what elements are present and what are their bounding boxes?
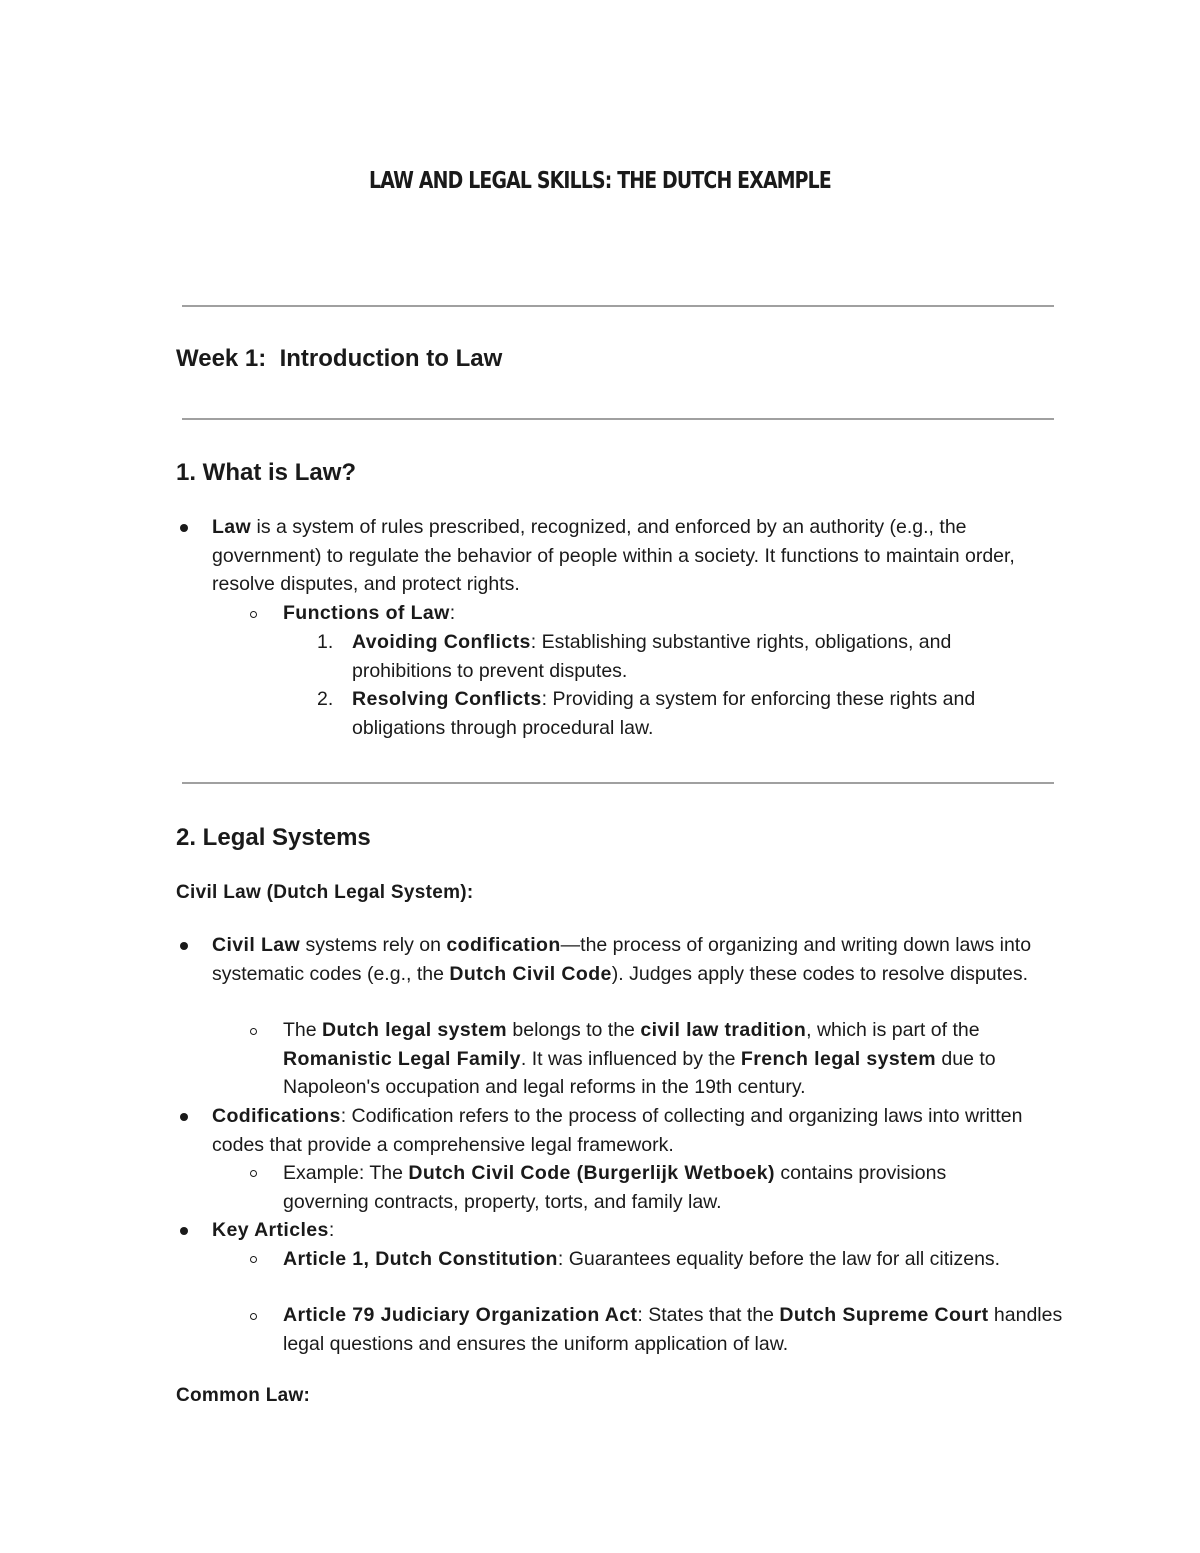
list-item: Avoiding Conflicts: Establishing substantive rights, obligations, and prohibitions to prevent disputes. xyxy=(352,631,952,682)
bullet-dot xyxy=(180,1113,188,1121)
divider xyxy=(182,418,1054,420)
law-definition: Law is a system of rules prescribed, recognized, and enforced by an authority (e.g., the government) to regulate the behavior of people within a society. It functions to maintain order, resolve disputes, and protect rights. xyxy=(212,516,1015,595)
civil-code-example: Example: The Dutch Civil Code (Burgerlijk Wetboek) contains provisions governing contracts, property, torts, and family law. xyxy=(283,1162,947,1213)
functions-of-law: Functions of Law: xyxy=(283,602,456,624)
circle-bullet xyxy=(250,1256,257,1263)
bullet-dot xyxy=(180,1227,188,1235)
civil-law-paragraph: Civil Law systems rely on codification—the process of organizing and writing down laws into systematic codes (e.g., the Dutch Civil Code). Judges apply these codes to resolve disputes. xyxy=(212,934,1032,985)
divider xyxy=(182,782,1054,784)
list-number: 1. xyxy=(317,631,334,653)
subsection-heading: Common Law: xyxy=(176,1385,311,1406)
dutch-legal-system-paragraph: The Dutch legal system belongs to the civil law tradition, which is part of the Romanistic Legal Family. It was influenced by the French legal system due to Napoleon's occupation and legal reforms in the 19th century. xyxy=(283,1019,996,1098)
document-title: LAW AND LEGAL SKILLS: THE DUTCH EXAMPLE xyxy=(369,168,831,194)
key-articles: Key Articles: xyxy=(212,1219,335,1241)
week-heading: Week 1: Introduction to Law xyxy=(176,345,503,372)
circle-bullet xyxy=(250,1313,257,1320)
codifications-paragraph: Codifications: Codification refers to the process of collecting and organizing laws into written codes that provide a comprehensive legal framework. xyxy=(212,1105,1023,1156)
list-item: Resolving Conflicts: Providing a system for enforcing these rights and obligations through procedural law. xyxy=(352,688,976,739)
circle-bullet xyxy=(250,1028,257,1035)
bullet-dot xyxy=(180,942,188,950)
subsection-heading: Civil Law (Dutch Legal System): xyxy=(176,882,474,903)
list-number: 2. xyxy=(317,688,334,710)
section-heading: 2. Legal Systems xyxy=(176,824,371,851)
section-heading: 1. What is Law? xyxy=(176,459,357,486)
divider xyxy=(182,305,1054,307)
article-79: Article 79 Judiciary Organization Act: States that the Dutch Supreme Court handles legal questions and ensures the uniform application of law. xyxy=(283,1304,1063,1355)
circle-bullet xyxy=(250,1170,257,1177)
circle-bullet xyxy=(250,611,257,618)
article-1: Article 1, Dutch Constitution: Guarantees equality before the law for all citizens. xyxy=(283,1248,1001,1270)
bullet-dot xyxy=(180,524,188,532)
